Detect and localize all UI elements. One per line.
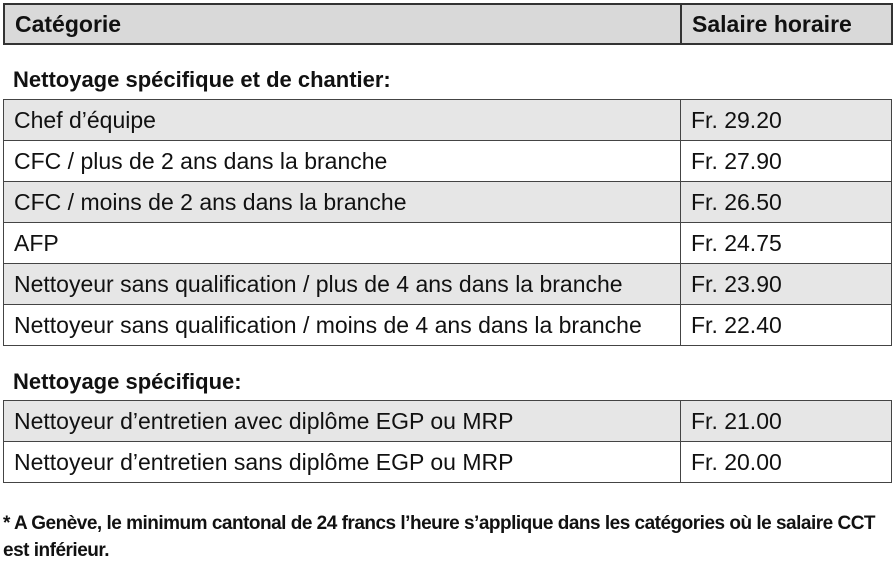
table-row bbox=[4, 442, 892, 483]
table-row bbox=[4, 223, 892, 264]
category-cell: CFC / moins de 2 ans dans la branche bbox=[4, 182, 681, 223]
table-row bbox=[4, 141, 892, 182]
salary-cell: Fr. 29.20 bbox=[681, 100, 892, 141]
salary-cell: Fr. 23.90 bbox=[681, 264, 892, 305]
table-row bbox=[4, 182, 892, 223]
header-salary: Salaire horaire bbox=[681, 4, 892, 44]
salary-cell: Fr. 27.90 bbox=[681, 141, 892, 182]
category-cell: AFP bbox=[4, 223, 681, 264]
category-cell: Nettoyeur d’entretien sans diplôme EGP ou MRP bbox=[4, 442, 681, 483]
header-category: Catégorie bbox=[4, 4, 681, 44]
section-title: Nettoyage spécifique et de chantier: bbox=[13, 67, 391, 92]
table-row bbox=[4, 305, 892, 346]
footnote: * A Genève, le minimum cantonal de 24 francs l’heure s’applique dans les catégories où le salaire CCT est inférieur. bbox=[3, 513, 876, 561]
table-row bbox=[4, 100, 892, 141]
category-cell: Nettoyeur sans qualification / plus de 4 ans dans la branche bbox=[4, 264, 681, 305]
salary-table-section-1 bbox=[3, 99, 892, 346]
category-cell: CFC / plus de 2 ans dans la branche bbox=[4, 141, 681, 182]
category-cell: Nettoyeur d’entretien avec diplôme EGP ou MRP bbox=[4, 401, 681, 442]
table-header bbox=[3, 3, 893, 45]
section-title: Nettoyage spécifique: bbox=[13, 369, 242, 394]
salary-table-section-2 bbox=[3, 400, 892, 483]
category-cell: Chef d’équipe bbox=[4, 100, 681, 141]
category-cell: Nettoyeur sans qualification / moins de 4 ans dans la branche bbox=[4, 305, 681, 346]
salary-cell: Fr. 22.40 bbox=[681, 305, 892, 346]
table-row bbox=[4, 401, 892, 442]
salary-cell: Fr. 21.00 bbox=[681, 401, 892, 442]
salary-cell: Fr. 26.50 bbox=[681, 182, 892, 223]
salary-cell: Fr. 24.75 bbox=[681, 223, 892, 264]
salary-cell: Fr. 20.00 bbox=[681, 442, 892, 483]
table-row bbox=[4, 264, 892, 305]
